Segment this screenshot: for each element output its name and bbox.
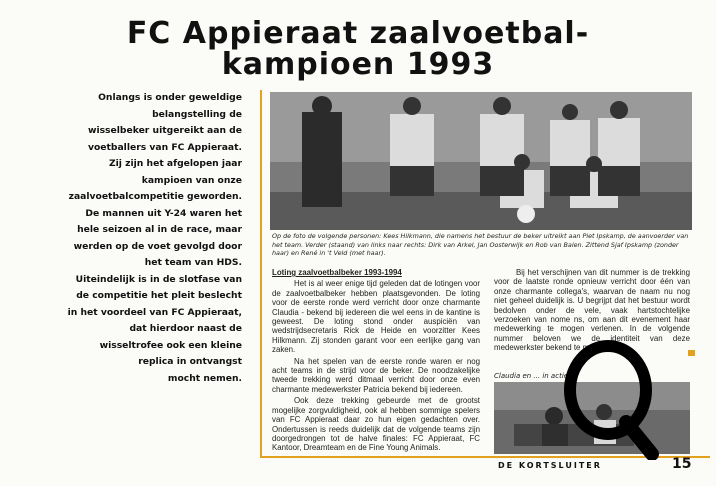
intro-line: mocht nemen.: [167, 372, 242, 384]
intro-line: voetballers van FC Appieraat.: [87, 141, 242, 153]
intro-line: dat hierdoor naast de: [129, 323, 242, 334]
team-photo-illustration: [270, 92, 692, 230]
intro-line: Zij zijn het afgelopen jaar: [109, 158, 242, 169]
intro-line: wisselbeker uitgereikt aan de: [87, 125, 242, 136]
magazine-name: DE KORTSLUITER: [498, 461, 602, 470]
intro-line: replica in ontvangst: [138, 356, 242, 367]
accent-vertical-rule: [260, 90, 262, 456]
paragraph: Ook deze trekking gebeurde met de grootst mogelijke zorgvuldigheid, ook al hebben sommige spelers van FC Appieraat daar zo hun eigen gedachten over. Ondertussen is reeds duidelijk dat de volgende teams zijn doorgedrongen tot de halve finales: FC Appieraat, FC Kantoor, Dreamteam en de Fine Young Animals.: [272, 396, 480, 453]
intro-line: De mannen uit Y-24 waren het: [85, 207, 242, 219]
intro-line: het team van HDS.: [144, 257, 242, 268]
intro-line: werden op de voet gevolgd door: [73, 240, 242, 252]
intro-line: de competitie het pleit beslecht: [76, 290, 242, 301]
intro-line: belangstelling de: [152, 108, 242, 120]
paragraph: Bij het verschijnen van dit nummer is de trekking voor de laatste ronde opnieuw verricht door één van onze charmante collega's, waarvan de naam nu nog niet geheel duidelijk is. U begrijpt dat het bestuur wordt bedolven onder de vele, vaak hartstochtelijke verzoeken van nome ns, om aan dit evenement haar medewerking te mogen verlenen. In de volgende nummer beloven we de identiteit van deze medewerkster bekend te maken.: [494, 268, 690, 353]
team-photo: [270, 92, 692, 230]
article-column-1: [272, 268, 480, 455]
intro-line: wisseltrofee ook een kleine: [99, 339, 242, 351]
intro-line: kampioen van onze: [141, 174, 242, 186]
headline-line-2: kampioen 1993: [221, 47, 495, 82]
photo-caption: Op de foto de volgende personen: Kees Hilkmann, die namens het bestuur de beker uitreikt aan Piet Ipskamp, de aanvoerder van het team. Verder (staand) van links naar rechts: Dirk van Arkel, Jan Oosterwijk en Rob van Balen. Zittend Sjaf Ipskamp (zonder haar) en René in 't Veld (met haar).: [272, 232, 689, 258]
paragraph: Na het spelen van de eerste ronde waren er nog acht teams in de strijd voor de beker. De noodzakelijke tweede trekking werd ditmaal verricht door onze even charmante medewerkster Patricia bekend bij iedereen.: [272, 356, 480, 394]
headline-line-1: FC Appieraat zaalvoetbal-: [126, 16, 590, 51]
intro-line: Onlangs is onder geweldige: [98, 92, 242, 103]
small-photo-caption: Claudia en ... in actie.: [494, 372, 571, 380]
orange-marker: [688, 350, 695, 356]
intro-line: zaalvoetbalcompetitie geworden.: [68, 191, 242, 202]
page-number: 15: [672, 456, 692, 472]
section-heading: Loting zaalvoetbalbeker 1993-1994: [272, 268, 402, 277]
intro-text: [46, 90, 242, 387]
intro-line: Uiteindelijk is in de slotfase van: [75, 273, 242, 285]
paragraph: Het is al weer enige tijd geleden dat de lotingen voor de zaalvoetbalbeker hebben plaatsgevonden. De loting voor de eerste ronde werd verricht door onze charmante Claudia - bekend bij iedereen die wel eens in de kantine is geweest. De loting stond onder auspiciën van wedstrijdsecretaris Rick de Heide en voorzitter Kees Hilkmann. Zij stonden garant voor een eerlijke gang van zaken.: [272, 279, 480, 355]
intro-line: in het voordeel van FC Appieraat,: [67, 306, 242, 318]
intro-line: hele seizoen al in de race, maar: [77, 224, 242, 235]
magnifier-icon: [560, 340, 660, 460]
